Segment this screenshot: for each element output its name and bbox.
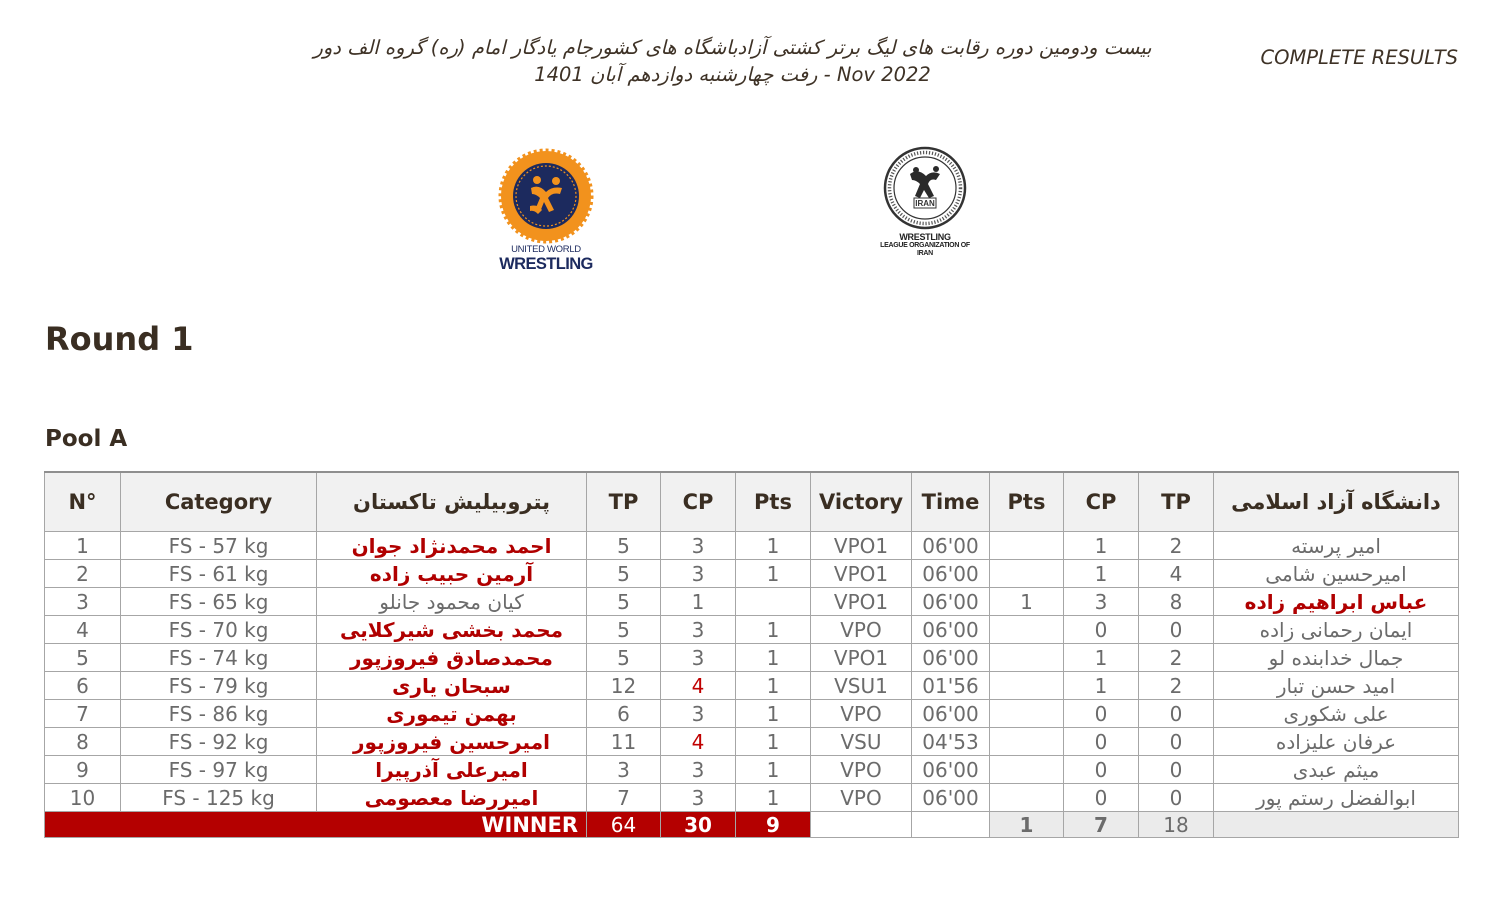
cell-no: 10 [45,784,121,812]
cell-pts-right [990,700,1064,728]
wlo-logo [860,146,990,264]
cell-time: 01'56 [912,672,990,700]
cell-pts-left: 1 [736,728,811,756]
cell-left-name: سبحان یاری [317,672,587,700]
cell-cp-left: 1 [661,588,736,616]
cell-cp-right: 0 [1064,700,1139,728]
cell-left-name: امیرعلی آذرپیرا [317,756,587,784]
header-pts-left: Pts [736,472,811,532]
cell-cp-right: 0 [1064,728,1139,756]
header-tp-left: TP [587,472,661,532]
cell-tp-right: 0 [1139,756,1214,784]
table-row [45,784,1459,812]
cell-tp-right: 2 [1139,532,1214,560]
cell-cp-right: 3 [1064,588,1139,616]
cell-pts-left: 1 [736,644,811,672]
cell-category: FS - 79 kg [121,672,317,700]
cell-time: 06'00 [912,756,990,784]
cell-no: 8 [45,728,121,756]
table-row [45,616,1459,644]
cell-no: 4 [45,616,121,644]
cell-tp-right: 2 [1139,672,1214,700]
uww-logo-line2: WRESTLING [499,255,593,273]
cell-right-name: ابوالفضل رستم پور [1214,784,1459,812]
cell-victory: VPO1 [811,560,912,588]
cell-no: 1 [45,532,121,560]
cell-time: 06'00 [912,784,990,812]
cell-time: 06'00 [912,644,990,672]
header-category: Category [121,472,317,532]
cell-right-name: عباس ابراهیم زاده [1214,588,1459,616]
totals-row [45,812,1459,838]
cell-pts-right [990,784,1064,812]
cell-no: 6 [45,672,121,700]
total-pts-right: 1 [990,812,1064,838]
table-row [45,560,1459,588]
header-victory: Victory [811,472,912,532]
results-body [45,532,1459,812]
competition-title [240,34,1225,88]
cell-cp-left: 3 [661,560,736,588]
pool-title: Pool A [45,426,128,452]
cell-cp-right: 1 [1064,672,1139,700]
competition-title-line1: بیست ودومین دوره رقابت های لیگ برتر کشتی آزادباشگاه های کشورجام یادگار امام (ره) گروه الف دور [313,36,1152,59]
cell-victory: VPO1 [811,644,912,672]
cell-category: FS - 97 kg [121,756,317,784]
cell-pts-right [990,532,1064,560]
cell-pts-right: 1 [990,588,1064,616]
table-row [45,588,1459,616]
cell-tp-left: 3 [587,756,661,784]
uww-emblem-icon [494,148,598,244]
cell-pts-left: 1 [736,700,811,728]
cell-tp-right: 0 [1139,728,1214,756]
cell-right-name: عرفان علیزاده [1214,728,1459,756]
cell-cp-left: 4 [661,728,736,756]
cell-category: FS - 125 kg [121,784,317,812]
round-title: Round 1 [45,320,194,358]
cell-victory: VPO [811,700,912,728]
cell-pts-left [736,588,811,616]
cell-tp-left: 5 [587,644,661,672]
header-cp-right: CP [1064,472,1139,532]
cell-left-name: امیررضا معصومی [317,784,587,812]
total-cp-left: 30 [661,812,736,838]
cell-pts-left: 1 [736,616,811,644]
cell-cp-left: 3 [661,700,736,728]
cell-no: 7 [45,700,121,728]
table-header-row [45,472,1459,532]
header-team-left: پتروبیلیش تاکستان [317,472,587,532]
cell-victory: VPO [811,756,912,784]
cell-category: FS - 74 kg [121,644,317,672]
winner-label: WINNER [45,812,587,838]
wlo-seal-text: IRAN [915,199,935,208]
total-team-right [1214,812,1459,838]
cell-victory: VPO [811,616,912,644]
table-row [45,532,1459,560]
table-row [45,644,1459,672]
wlo-logo-line3-text: IRAN [917,250,933,257]
table-row [45,672,1459,700]
cell-time: 06'00 [912,700,990,728]
cell-left-name: محمدصادق فیروزپور [317,644,587,672]
cell-right-name: ایمان رحمانی زاده [1214,616,1459,644]
cell-cp-right: 1 [1064,644,1139,672]
total-victory [811,812,912,838]
total-pts-left: 9 [736,812,811,838]
cell-left-name: محمد بخشی شیرکلایی [317,616,587,644]
cell-cp-left: 3 [661,784,736,812]
competition-title-line2: رفت چهارشنبه دوازدهم آبان 1401 - Nov 2022 [534,63,931,86]
cell-cp-right: 0 [1064,756,1139,784]
cell-cp-left: 3 [661,756,736,784]
cell-category: FS - 92 kg [121,728,317,756]
cell-cp-right: 0 [1064,784,1139,812]
cell-tp-right: 2 [1139,644,1214,672]
cell-no: 9 [45,756,121,784]
cell-tp-right: 0 [1139,784,1214,812]
total-tp-left: 64 [587,812,661,838]
wlo-logo-line2-text: LEAGUE ORGANIZATION OF [880,242,970,249]
cell-no: 2 [45,560,121,588]
cell-tp-left: 12 [587,672,661,700]
cell-left-name: کیان محمود جانلو [317,588,587,616]
cell-cp-right: 0 [1064,616,1139,644]
cell-no: 3 [45,588,121,616]
cell-category: FS - 86 kg [121,700,317,728]
cell-tp-left: 5 [587,588,661,616]
cell-cp-left: 3 [661,532,736,560]
cell-tp-right: 8 [1139,588,1214,616]
header-cp-left: CP [661,472,736,532]
cell-tp-left: 11 [587,728,661,756]
cell-right-name: جمال خدابنده لو [1214,644,1459,672]
cell-time: 06'00 [912,532,990,560]
total-time [912,812,990,838]
header-tp-right: TP [1139,472,1214,532]
total-tp-right: 18 [1139,812,1214,838]
cell-cp-right: 1 [1064,532,1139,560]
header-team-right: دانشگاه آزاد اسلامی [1214,472,1459,532]
cell-category: FS - 61 kg [121,560,317,588]
cell-category: FS - 57 kg [121,532,317,560]
cell-pts-right [990,616,1064,644]
cell-no: 5 [45,644,121,672]
cell-tp-left: 5 [587,560,661,588]
header-time: Time [912,472,990,532]
header-pts-right: Pts [990,472,1064,532]
table-row [45,700,1459,728]
cell-time: 06'00 [912,616,990,644]
table-row [45,756,1459,784]
uww-logo [494,148,598,278]
total-cp-right: 7 [1064,812,1139,838]
wlo-seal-icon [860,146,990,232]
cell-left-name: بهمن تیموری [317,700,587,728]
cell-victory: VPO1 [811,532,912,560]
cell-victory: VSU [811,728,912,756]
cell-right-name: علی شکوری [1214,700,1459,728]
cell-category: FS - 70 kg [121,616,317,644]
cell-left-name: احمد محمدنژاد جوان [317,532,587,560]
complete-results-label: COMPLETE RESULTS [1260,46,1458,69]
cell-right-name: میثم عبدی [1214,756,1459,784]
cell-tp-left: 7 [587,784,661,812]
cell-right-name: امیرحسین شامی [1214,560,1459,588]
cell-pts-left: 1 [736,672,811,700]
header-no: N° [45,472,121,532]
cell-pts-right [990,728,1064,756]
cell-pts-left: 1 [736,784,811,812]
cell-right-name: امیر پرسته [1214,532,1459,560]
cell-pts-left: 1 [736,560,811,588]
cell-victory: VPO1 [811,588,912,616]
cell-cp-left: 3 [661,644,736,672]
cell-left-name: امیرحسین فیروزپور [317,728,587,756]
results-table [44,471,1459,838]
cell-tp-left: 5 [587,532,661,560]
cell-pts-left: 1 [736,756,811,784]
wlo-logo-line1: WRESTLING [899,232,951,242]
cell-time: 06'00 [912,560,990,588]
cell-cp-left: 4 [661,672,736,700]
cell-tp-right: 0 [1139,700,1214,728]
cell-tp-right: 4 [1139,560,1214,588]
wlo-logo-line2 [860,242,990,258]
cell-victory: VSU1 [811,672,912,700]
cell-tp-left: 6 [587,700,661,728]
cell-right-name: امید حسن تبار [1214,672,1459,700]
table-row [45,728,1459,756]
cell-pts-right [990,644,1064,672]
cell-pts-left: 1 [736,532,811,560]
cell-left-name: آرمین حبیب زاده [317,560,587,588]
uww-logo-line1: UNITED WORLD [511,244,581,255]
cell-time: 04'53 [912,728,990,756]
cell-pts-right [990,756,1064,784]
cell-pts-right [990,672,1064,700]
cell-cp-right: 1 [1064,560,1139,588]
cell-pts-right [990,560,1064,588]
cell-tp-left: 5 [587,616,661,644]
cell-time: 06'00 [912,588,990,616]
cell-category: FS - 65 kg [121,588,317,616]
cell-tp-right: 0 [1139,616,1214,644]
cell-cp-left: 3 [661,616,736,644]
cell-victory: VPO [811,784,912,812]
